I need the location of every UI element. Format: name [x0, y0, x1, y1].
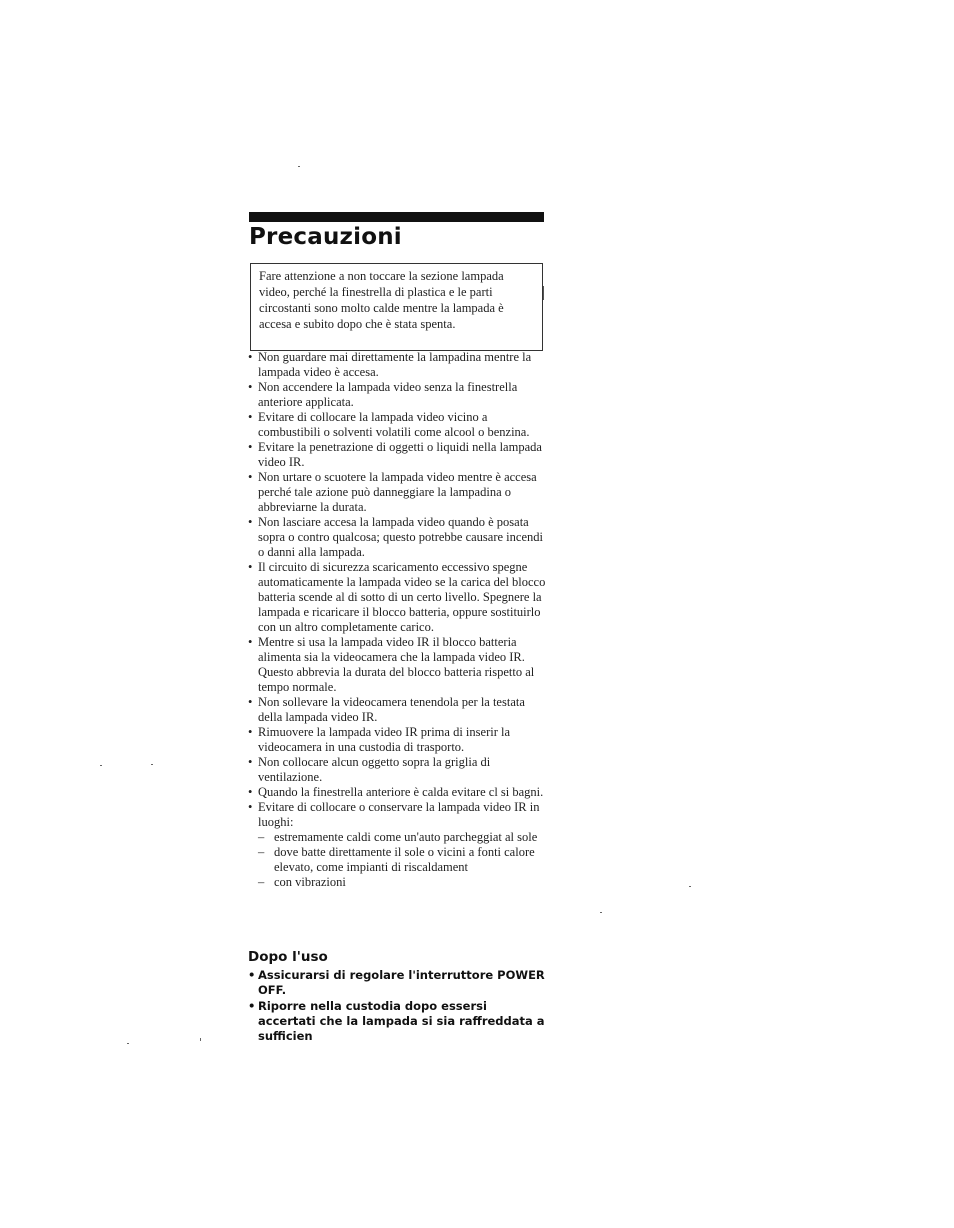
list-item: • Mentre si usa la lampada video IR il blocco batteria alimenta sia la videocamera che la lampada video IR. Questo abbrevia la durata del blocco batteria rispetto al tempo normale. [248, 635, 548, 695]
list-item: • Evitare di collocare la lampada video vicino a combustibili o solventi volatili come alcool o benzina. [248, 410, 548, 440]
locations-intro: Evitare di collocare o conservare la lampada video IR in luoghi: [258, 800, 540, 829]
list-item: • Non accendere la lampada video senza la finestrella anteriore applicata. [248, 380, 548, 410]
list-item-locations [248, 800, 548, 890]
precautions-list [248, 350, 548, 890]
list-item: • Assicurarsi di regolare l'interruttore POWER OFF. [248, 968, 548, 998]
list-item: • Il circuito di sicurezza scaricamento eccessivo spegne automaticamente la lampada video se la carica del blocco batteria scende al di sotto di un certo livello. Spegnere la lampada e ricaricare il blocco batteria, oppure sostituirlo con un altro completamente carico. [248, 560, 548, 635]
list-item: • Non urtare o scuotere la lampada video mentre è accesa perché tale azione può danneggiare la lampadina o abbreviarne la durata. [248, 470, 548, 515]
list-item: • Non sollevare la videocamera tenendola per la testata della lampada video IR. [248, 695, 548, 725]
list-item: • Riporre nella custodia dopo essersi accertati che la lampada si sia raffreddata a sufficien [248, 999, 548, 1044]
after-use-list [248, 968, 548, 1045]
after-use-heading: Dopo l'uso [248, 949, 328, 965]
scan-speck [200, 1038, 201, 1041]
list-item: • Evitare la penetrazione di oggetti o liquidi nella lampada video IR. [248, 440, 548, 470]
sublist-item: – estremamente caldi come un'auto parcheggiat al sole [258, 830, 548, 845]
sublist-item: – con vibrazioni [258, 875, 548, 890]
warning-box: Fare attenzione a non toccare la sezione lampada video, perché la finestrella di plastica e le parti circostanti sono molto calde mentre la lampada è accesa e subito dopo che è stata spenta. [250, 263, 543, 351]
scan-speck [127, 1043, 129, 1044]
list-item: • Quando la finestrella anteriore è calda evitare cl si bagni. [248, 785, 548, 800]
list-item: • Non guardare mai direttamente la lampadina mentre la lampada video è accesa. [248, 350, 548, 380]
scan-speck [600, 912, 602, 913]
section-rule [249, 212, 544, 222]
locations-sublist [258, 830, 548, 890]
page-title: Precauzioni [249, 224, 402, 250]
margin-mark [543, 286, 544, 300]
list-item: • Non lasciare accesa la lampada video quando è posata sopra o contro qualcosa; questo potrebbe causare incendi o danni alla lampada. [248, 515, 548, 560]
scan-speck [689, 886, 691, 887]
scan-speck [100, 765, 102, 766]
list-item: • Rimuovere la lampada video IR prima di inserir la videocamera in una custodia di trasporto. [248, 725, 548, 755]
sublist-item: – dove batte direttamente il sole o vicini a fonti calore elevato, come impianti di riscaldament [258, 845, 548, 875]
scan-speck [298, 166, 300, 167]
list-item: • Non collocare alcun oggetto sopra la griglia di ventilazione. [248, 755, 548, 785]
scan-speck [151, 764, 153, 765]
